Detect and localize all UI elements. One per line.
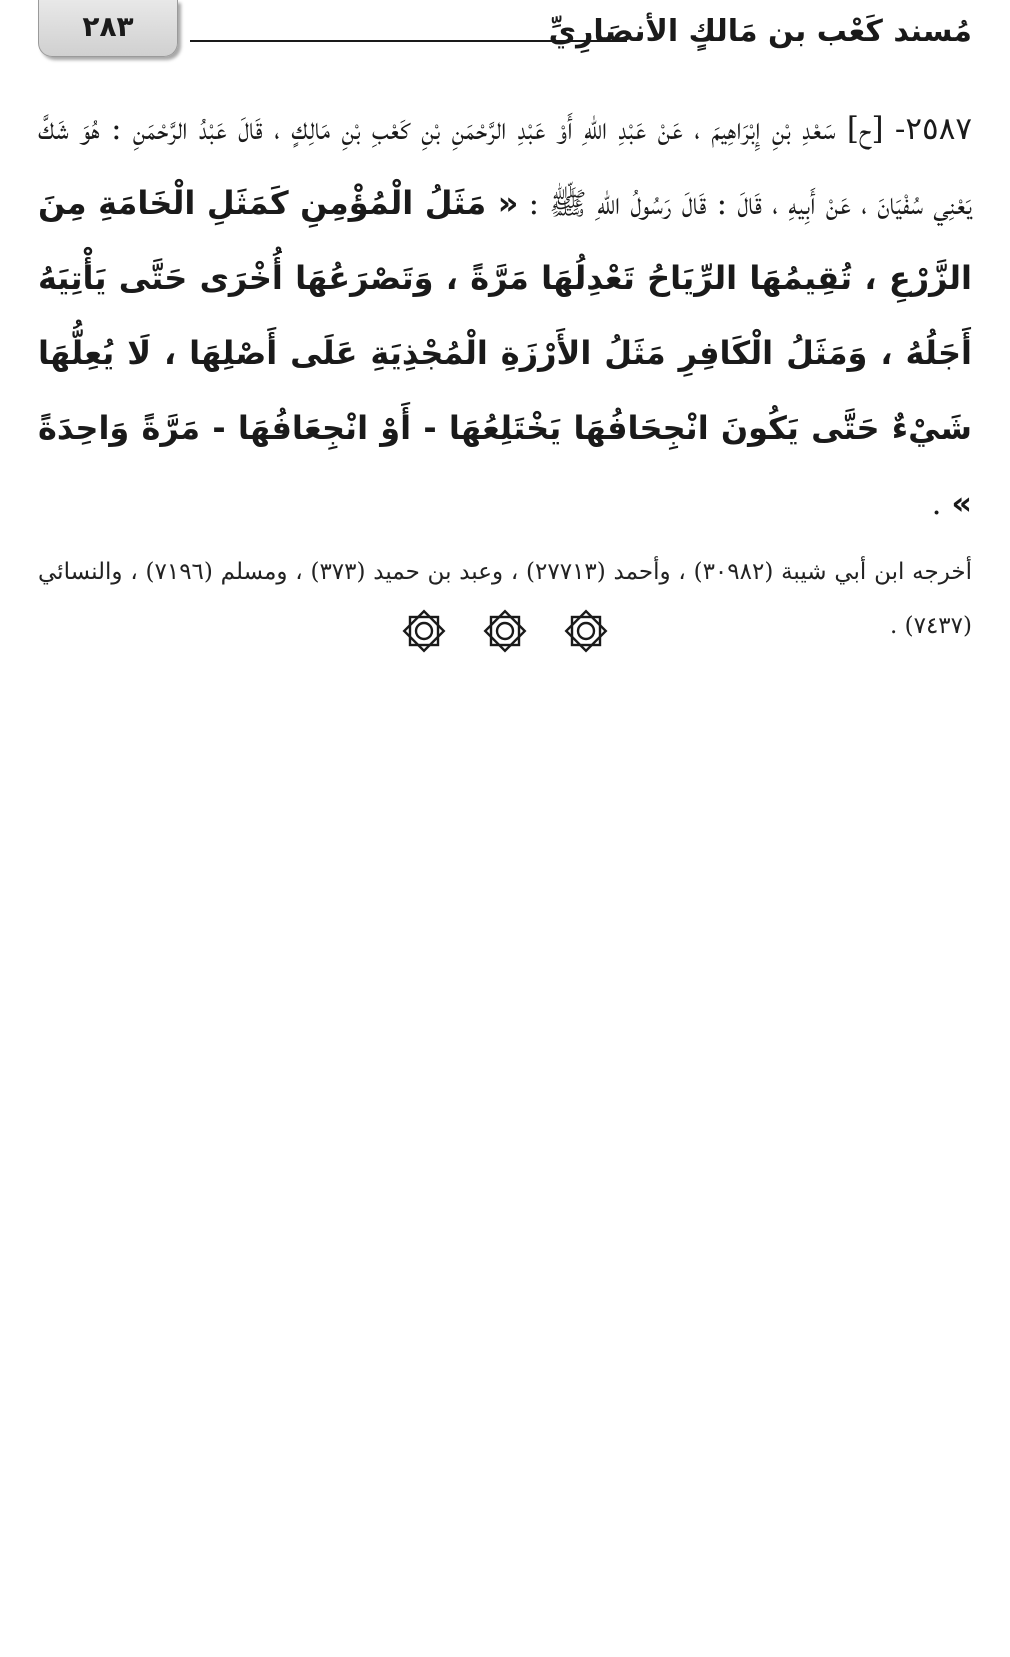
section-divider-ornaments — [0, 608, 1010, 654]
hadith-matn: « مَثَلُ الْمُؤْمِنِ كَمَثَلِ الْخَامَةِ مِنَ الزَّرْعِ ، تُقِيمُهَا الرِّيَاحُ تَعْدِلُهَا مَرَّةً ، وَتَصْرَعُهَا أُخْرَى حَتَّى يَأْتِيَهُ أَجَلُهُ ، وَمَثَلُ الْكَافِرِ مَثَلُ الأَرْزَةِ الْمُجْذِيَةِ عَلَى أَصْلِهَا ، لَا يُعِلُّهَا شَيْءٌ حَتَّى يَكُونَ انْجِحَافُهَا يَخْتَلِعُهَا - أَوْ انْجِعَافُهَا - مَرَّةً وَاحِدَةً » — [38, 184, 972, 522]
hadith-closing: . — [931, 486, 952, 522]
page-number-tab — [38, 0, 178, 57]
hadith-number: ٢٥٨٧- — [894, 111, 973, 147]
running-title: مُسند كَعْب بن مَالكٍ الأنصَارِيِّ — [548, 14, 972, 49]
page-header — [38, 0, 972, 64]
eight-point-star-icon — [401, 608, 447, 654]
eight-point-star-icon — [563, 608, 609, 654]
eight-point-star-icon — [482, 608, 528, 654]
hadith-isnad: [ح] سَعْدِ بْنِ إِبْرَاهِيمَ ، عَنْ عَبْدِ اللهِ أَوْ عَبْدِ الرَّحْمَنِ بْنِ كَعْبِ بْنِ مَالِكٍ ، قَالَ عَبْدُ الرَّحْمَنِ : هُوَ شَكَّ يَعْنِي سُفْيَانَ ، عَنْ أَبِيهِ ، قَالَ : قَالَ رَسُولُ اللهِ ﷺ : — [38, 111, 973, 222]
takhrij-footnote: أخرجه ابن أبي شيبة (٣٠٩٨٢) ، وأحمد (٢٧٧١٣) ، وعبد بن حميد (٣٧٣) ، ومسلم (٧١٩٦) ، والنسائي (٧٤٣٧) . — [38, 559, 972, 639]
page-content — [38, 92, 972, 653]
hadith-paragraph — [38, 92, 972, 541]
page-number: ٢٨٣ — [82, 10, 134, 43]
